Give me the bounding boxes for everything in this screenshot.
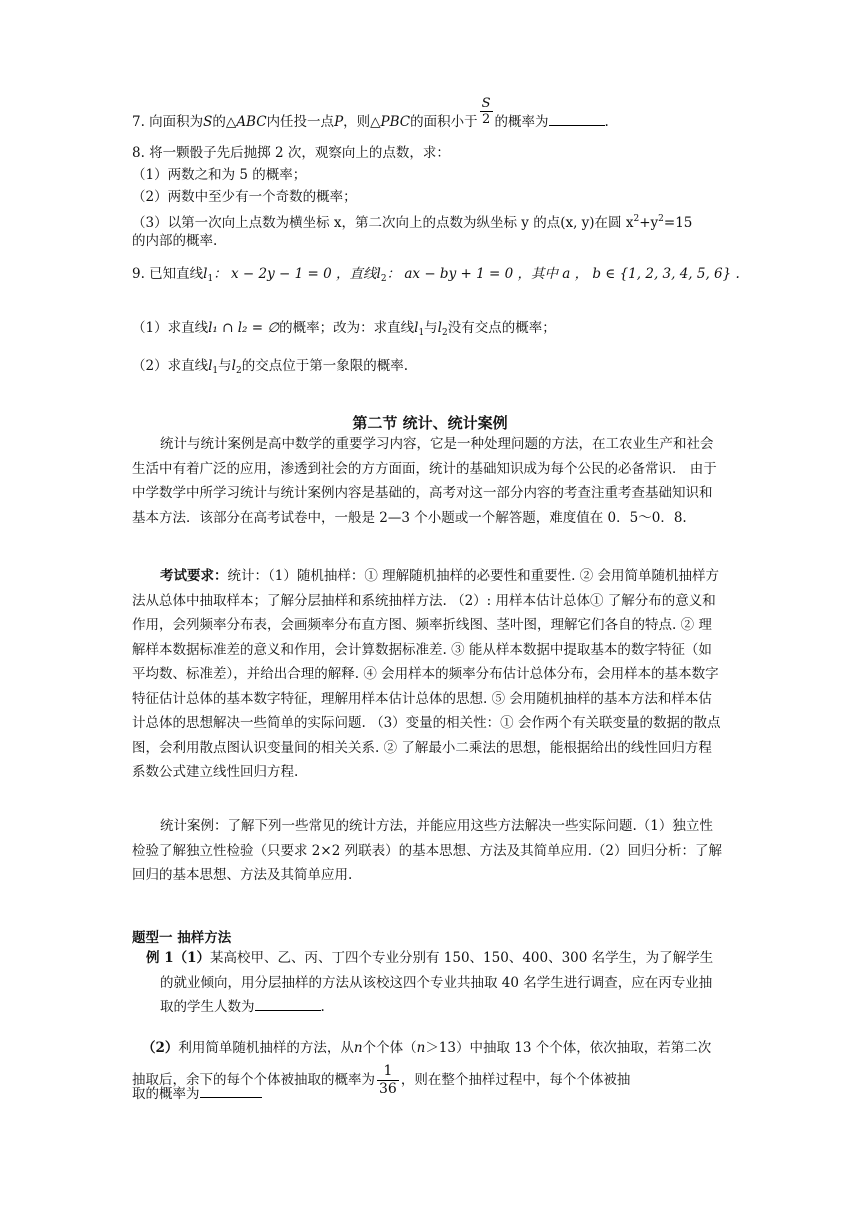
probability-fraction: $\frac{1}{36}$ [379, 1063, 397, 1097]
q7-text: 的面积小于 [410, 114, 478, 130]
example-1-part1: 例 1（1）某高校甲、乙、丙、丁四个专业分别有 150、150、400、300 名学生，为了解学生的就业倾向，用分层抽样的方法从该校这四个专业共抽取 40 名学生进行调查，应在丙专业抽取的学生人数为 . [146, 950, 714, 1015]
exam-requirements: 考试要求：统计：（1）随机抽样：① 理解随机抽样的必要性和重要性. ② 会用简单随机抽样方法从总体中抽取样本；了解分层抽样和系统抽样方法. （2）: 用样本估计总体① 了解分布的意义和作用，会列频率分布表，会画频率分布直方图、频率折线图、茎叶图，理解它们各自的特点. ② 理解样本数据标准差的意义和作用，会计算数据标准差. ③ 能从样本数据中提取基本的数字特征（如平均数、标准差），并给出合理的解释. ④ 会用样本的频率分布估计总体分布，会用样本的基本数字特征估计总体的基本数字特征，理解用样本估计总体的思想. ⑤ 会用随机抽样的基本方法和样本估计总体的思想解决一些简单的实际问题. （3）变量的相关性：① 会作两个有关联变量的数据的散点图，会利用散点图认识变量间的相关关系. ② 了解最小二乘法的思想，能根据给出的线性回归方程系数公式建立线性回归方程. [132, 568, 721, 780]
question-8-part2: （2）两数中至少有一个奇数的概率； [132, 189, 357, 205]
statistics-cases: 统计案例：了解下列一些常见的统计方法，并能应用这些方法解决一些实际问题.（1）独立性检验了解独立性检验（只要求 2×2 列联表）的基本思想、方法及其简单应用.（2）回归分析：了解回归的基本思想、方法及其简单应用. [132, 818, 722, 883]
q7-text: 的△ [212, 114, 237, 130]
section-intro: 统计与统计案例是高中数学的重要学习内容，它是一种处理问题的方法，在工农业生产和社会生活中有着广泛的应用，渗透到社会的方方面面，统计的基础知识成为每个公民的必备常识． 由于中学数学中所学习统计与统计案例内容是基础的，高考对这一部分内容的考查注重考查基础知识和基本方法．该部分在高考试卷中，一般是 2—3 个小题或一个解答题，难度值在 0．5～0．8. [132, 436, 717, 526]
q7-text: 7. 向面积为 [132, 114, 204, 130]
example-1-part2-cont: 取的概率为 [132, 1084, 262, 1104]
answer-blank [200, 1085, 262, 1098]
question-9: 9. 已知直线$l_1$： x − 2y − 1 = 0 ，直线$l_2$： ax − by + 1 = 0 ，其中 a ， b ∈ {1, 2, 3, 4, 5, 6} . [132, 266, 740, 284]
requirements-label: 考试要求： [160, 568, 228, 584]
question-8-part3-cont: 的内部的概率. [132, 233, 218, 249]
q7-text: 的概率为 [494, 114, 549, 130]
example-1-part2: （2）利用简单随机抽样的方法，从n个个体（n＞13）中抽取 13 个个体，依次抽取，若第二次抽取后，余下的每个个体被抽取的概率为 $\frac{1}{36}$ ，则在整个抽样过程中，每个个体被抽 [132, 1040, 712, 1097]
question-9-part1: （1）求直线l₁ ∩ l₂ = ∅的概率；改为：求直线$l_1$与$l_2$没有交点的概率； [132, 320, 556, 338]
example-label: （2） [142, 1040, 179, 1056]
question-8-title: 8. 将一颗骰子先后抛掷 2 次，观察向上的点数，求： [132, 145, 450, 161]
q7-fraction: $\frac{S}{2}$ [481, 96, 491, 127]
q7-text: ，则△ [343, 114, 381, 130]
type1-title: 题型一 抽样方法 [132, 930, 232, 946]
answer-blank [549, 113, 605, 126]
question-9-part2: （2）求直线$l_1$与$l_2$的交点位于第一象限的概率. [132, 358, 409, 376]
question-8-part1: （1）两数之和为 5 的概率； [132, 167, 307, 183]
section-title: 第二节 统计、统计案例 [352, 414, 508, 432]
question-8-part3: （3）以第一次向上点数为横坐标 x，第二次向上的点数为纵坐标 y 的点(x, y)在圆 $x^2+y^2=15$ [132, 214, 693, 231]
q7-var: ABC [236, 114, 267, 130]
q7-var: S [203, 114, 213, 130]
example-label: 例 1（1） [146, 950, 210, 966]
math-expression: l₁ ∩ l₂ = ∅ [208, 320, 280, 336]
q7-var: PBC [380, 114, 411, 130]
q7-text: 内任投一点 [266, 114, 335, 130]
answer-blank [255, 998, 321, 1011]
question-7: 7. 向面积为S的△ABC内任投一点P，则△PBC的面积小于 $\frac{S}{2}$ 的概率为 . [132, 96, 609, 130]
q7-var: P [334, 114, 344, 130]
